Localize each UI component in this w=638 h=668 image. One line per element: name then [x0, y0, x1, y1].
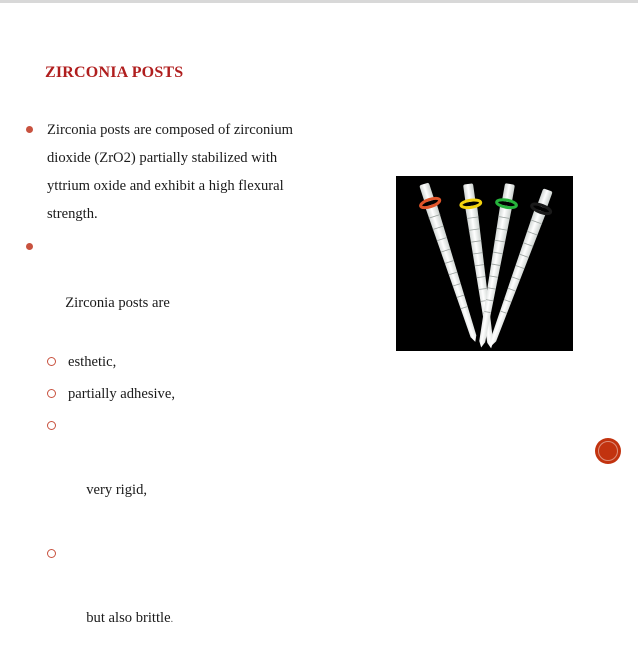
sub-item-rigid	[22, 410, 382, 538]
sub-item-text: esthetic,	[68, 354, 117, 370]
sub-bullet-ring-icon	[47, 421, 56, 430]
bullet-line: yttrium oxide and exhibit a high flexural	[47, 178, 284, 194]
sub-item-esthetic	[22, 346, 382, 378]
sub-bullet-ring-icon	[47, 389, 56, 398]
sub-item-text: very rigid,	[82, 482, 148, 498]
sub-item-brittle	[22, 538, 382, 668]
bullet-item-composition	[22, 116, 382, 228]
sub-bullet-ring-icon	[47, 549, 56, 558]
bullet-list	[22, 116, 382, 668]
top-divider-line	[0, 0, 638, 3]
bullet-text: Zirconia posts are	[61, 295, 170, 311]
page-badge-inner	[598, 441, 618, 461]
sub-item-adhesive	[22, 378, 382, 410]
bullet-dot-icon	[26, 243, 33, 250]
sub-item-text: but also brittle	[82, 610, 171, 626]
bullet-dot-icon	[26, 126, 33, 133]
sub-item-text: partially adhesive,	[68, 386, 175, 402]
zirconia-posts-photo	[396, 176, 573, 351]
page-number-badge	[595, 438, 621, 464]
bullet-line: strength.	[47, 206, 98, 222]
trailing-period: .	[170, 614, 174, 625]
slide-title: ZIRCONIA POSTS	[45, 64, 184, 81]
sub-bullet-ring-icon	[47, 357, 56, 366]
bullet-line: dioxide (ZrO2) partially stabilized with	[47, 150, 278, 166]
bullet-line: Zirconia posts are composed of zirconium	[47, 122, 293, 138]
bullet-item-properties	[22, 233, 382, 345]
